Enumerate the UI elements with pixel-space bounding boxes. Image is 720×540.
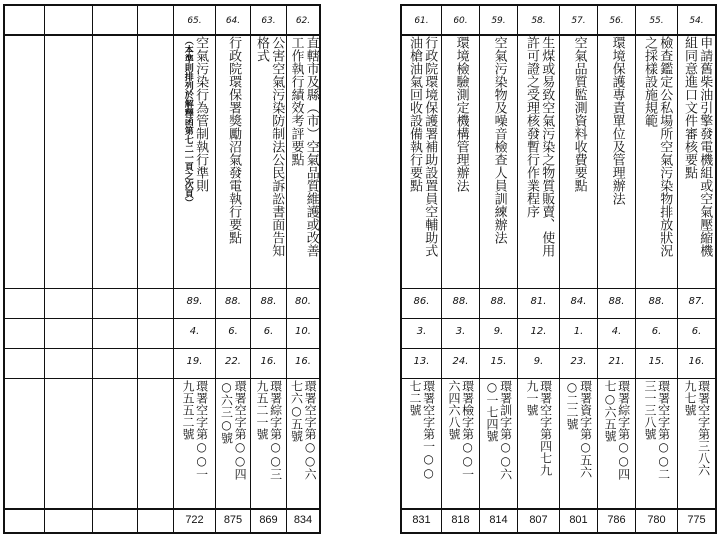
index-entry — [174, 6, 216, 532]
empty-column — [93, 6, 138, 532]
entry-day: 19. — [186, 356, 203, 367]
empty-column — [45, 6, 93, 532]
empty-column — [138, 6, 174, 532]
entry-page-number: 869 — [259, 514, 278, 526]
entry-year: 87. — [688, 296, 705, 307]
entry-page-number: 818 — [451, 514, 470, 526]
entry-document-number: 環署空字第一○○ 七二號 — [408, 380, 436, 480]
entry-document-number: 環署空字第○○二 三一三八號 — [643, 380, 671, 480]
index-entry — [598, 6, 636, 532]
entry-year: 88. — [225, 296, 241, 307]
index-entry — [480, 6, 518, 532]
entry-number: 59. — [491, 16, 506, 26]
entry-day: 16. — [260, 356, 277, 367]
entry-title: 空氣品質監測資料收費要點 — [571, 36, 587, 192]
entry-number: 63. — [261, 16, 276, 26]
entry-title: 行政院環境保護署補助設置員空輔助式 油槍油氣回收設備執行要點 — [407, 36, 438, 257]
entry-page-number: 814 — [489, 514, 508, 526]
entry-day: 16. — [688, 356, 705, 367]
entry-number: 54. — [689, 16, 704, 26]
entry-day: 22. — [225, 356, 241, 367]
index-entry — [402, 6, 442, 532]
entry-document-number: 環署空字第○○一 九五五二號 — [181, 380, 209, 480]
entry-page-number: 807 — [529, 514, 548, 526]
entry-title: 檢查鑑定公私場所空氣污染物排放狀況 之採樣設施規範 — [642, 36, 673, 257]
entry-number: 58. — [531, 16, 546, 26]
entry-day: 24. — [452, 356, 469, 367]
entry-day: 21. — [608, 356, 625, 367]
entry-month: 3. — [416, 326, 427, 337]
entry-title: 環境保護專責單位及管理辦法 — [609, 36, 625, 205]
entry-document-number: 環署綜字第○○三 九五二一號 — [255, 380, 283, 480]
entry-year: 88. — [648, 296, 665, 307]
index-entry — [560, 6, 598, 532]
entry-month: 6. — [263, 326, 274, 337]
entry-title: 生煤或易致空氣污染之物質販賣、使用 許可證之受理核發暫行作業程序 — [524, 36, 555, 257]
index-entry — [636, 6, 678, 532]
entry-page-number: 722 — [185, 514, 204, 526]
entry-document-number: 環署訓字第○○六 ○一七四號 — [485, 380, 513, 480]
entry-number: 64. — [225, 16, 241, 26]
entry-day: 23. — [570, 356, 587, 367]
left-index-page — [3, 4, 321, 534]
index-entry — [287, 6, 319, 532]
entry-title: 直轄市及縣（市）空氣品質維護或改善 工作執行績效考評要點 — [288, 36, 319, 257]
entry-page-number: 801 — [569, 514, 588, 526]
entry-year: 81. — [530, 296, 547, 307]
empty-column — [5, 6, 45, 532]
entry-year: 88. — [490, 296, 507, 307]
entry-year: 84. — [570, 296, 587, 307]
entry-page-number: 875 — [223, 514, 243, 526]
entry-day: 15. — [648, 356, 665, 367]
entry-document-number: 環署空字第四七九 九一號 — [525, 380, 553, 476]
entry-month: 9. — [493, 326, 504, 337]
entry-title: 空氣污染物及噪音檢查人員訓練辦法 — [491, 36, 507, 244]
entry-number: 60. — [453, 16, 468, 26]
entry-page-number: 786 — [607, 514, 626, 526]
entry-number: 55. — [649, 16, 664, 26]
entry-day: 15. — [490, 356, 507, 367]
entry-title: 環境檢驗測定機構管理辦法 — [453, 36, 469, 192]
entry-number: 57. — [571, 16, 586, 26]
entry-page-number: 834 — [293, 514, 313, 526]
entry-page-number: 831 — [412, 514, 431, 526]
entry-month: 3. — [455, 326, 466, 337]
entry-month: 10. — [295, 326, 311, 337]
entry-title: 申請舊柴油引擎發電機組或空氣壓縮機 組同意進口文件審核要點 — [682, 36, 713, 257]
index-entry — [251, 6, 287, 532]
entry-title: 空氣污染行為管制執行準則 （本準則排列於解釋函第七二一頁之次頁） — [182, 36, 209, 207]
entry-day: 16. — [295, 356, 311, 367]
index-entry — [216, 6, 251, 532]
entry-title: 行政院環保署獎勵沼氣發電執行要點 — [226, 36, 242, 244]
index-entry — [678, 6, 715, 532]
entry-document-number: 環署綜字第○○四 七○六五號 — [603, 380, 631, 480]
entry-title: 公害空氣污染防制法公民訴訟書面告知 格式 — [254, 36, 285, 257]
entry-year: 86. — [413, 296, 430, 307]
entry-document-number: 環署空字第○○六 七六○五號 — [289, 380, 318, 480]
entry-month: 6. — [228, 326, 238, 337]
right-index-page — [400, 4, 717, 534]
entry-month: 6. — [651, 326, 662, 337]
entry-number: 56. — [609, 16, 624, 26]
entry-document-number: 環署空字第三八六 九七號 — [683, 380, 711, 476]
entry-document-number: 環署資字第○五六 ○二二號 — [565, 380, 593, 478]
entry-number: 61. — [414, 16, 429, 26]
entry-year: 80. — [295, 296, 311, 307]
entry-year: 88. — [452, 296, 469, 307]
entry-month: 4. — [189, 326, 200, 337]
entry-day: 9. — [533, 356, 544, 367]
entry-month: 12. — [530, 326, 547, 337]
entry-page-number: 775 — [687, 514, 706, 526]
entry-year: 89. — [186, 296, 203, 307]
entry-document-number: 環署檢字第○○一 六四六八號 — [447, 380, 475, 480]
entry-number: 65. — [187, 16, 202, 26]
entry-document-number: 環署空字第○○四 ○六三○號 — [219, 380, 248, 480]
entry-page-number: 780 — [647, 514, 666, 526]
entry-month: 4. — [611, 326, 622, 337]
entry-number: 62. — [295, 16, 311, 26]
index-entry — [518, 6, 560, 532]
entry-month: 6. — [691, 326, 702, 337]
index-entry — [442, 6, 480, 532]
entry-year: 88. — [260, 296, 277, 307]
entry-day: 13. — [413, 356, 430, 367]
entry-year: 88. — [608, 296, 625, 307]
entry-month: 1. — [573, 326, 584, 337]
